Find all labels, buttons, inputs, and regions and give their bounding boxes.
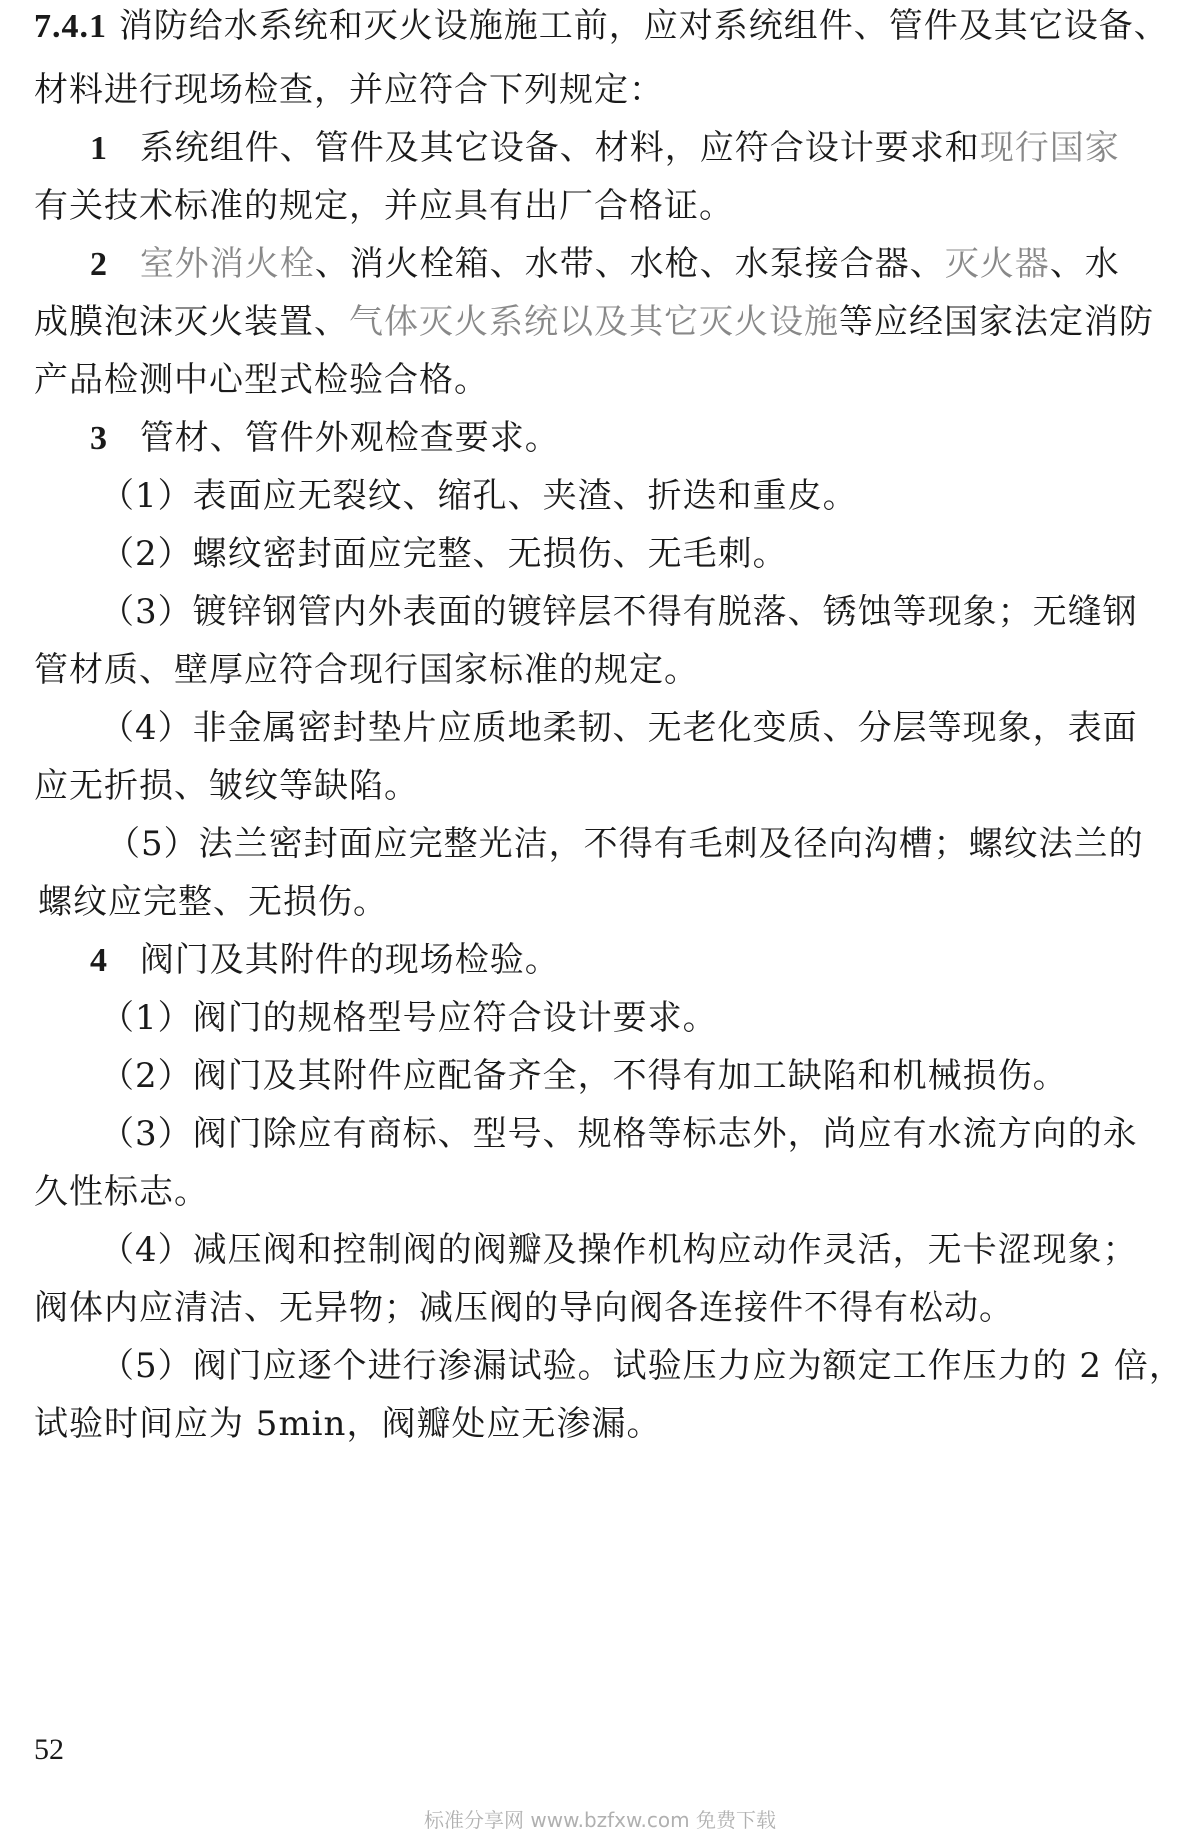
item-2-link-gas-system: 气体灭火系统以及其它灭火设施	[349, 302, 839, 342]
item-3-sub-1: （1）表面应无裂纹、缩孔、夹渣、折迭和重皮。	[100, 476, 858, 516]
item-1-number: 1	[90, 130, 108, 167]
item-4-sub-1: （1）阀门的规格型号应符合设计要求。	[100, 998, 718, 1038]
item-2-text-c: 成膜泡沫灭火装置、	[34, 302, 349, 342]
item-4-sub-4-line-2: 阀体内应清洁、无异物；减压阀的导向阀各连接件不得有松动。	[34, 1288, 1014, 1328]
item-4-sub-4-line-1: （4）减压阀和控制阀的阀瓣及操作机构应动作灵活，无卡涩现象；	[100, 1230, 1138, 1270]
item-3-sub-4-line-2: 应无折损、皱纹等缺陷。	[34, 766, 419, 806]
item-1-line-1	[90, 124, 1120, 173]
item-4-sub-3-line-1: （3）阀门除应有商标、型号、规格等标志外，尚应有水流方向的永	[100, 1114, 1138, 1154]
item-3-number: 3	[90, 420, 108, 457]
section-heading-line	[34, 2, 1169, 51]
item-2-line-1	[90, 240, 1120, 289]
item-2-line-3: 产品检测中心型式检验合格。	[34, 360, 489, 400]
item-3-sub-5-line-2: 螺纹应完整、无损伤。	[38, 882, 388, 922]
item-2-text-a: 、消火栓箱、水带、水枪、水泵接合器、	[314, 244, 945, 284]
section-number: 7.4.1	[34, 8, 107, 45]
item-3-sub-4-line-1: （4）非金属密封垫片应质地柔韧、无老化变质、分层等现象，表面	[100, 708, 1138, 748]
item-3-sub-3-line-1: （3）镀锌钢管内外表面的镀锌层不得有脱落、锈蚀等现象；无缝钢	[100, 592, 1138, 632]
item-2-text-d: 等应经国家法定消防	[839, 302, 1154, 342]
item-3-title-line	[90, 414, 560, 463]
item-3-sub-3-line-2: 管材质、壁厚应符合现行国家标准的规定。	[34, 650, 699, 690]
item-4-sub-5-line-1: （5）阀门应逐个进行渗漏试验。试验压力应为额定工作压力的 2 倍，	[100, 1346, 1184, 1386]
item-4-title: 阀门及其附件的现场检验。	[139, 940, 560, 980]
item-4-title-line	[90, 936, 560, 985]
item-2-link-extinguisher: 灭火器	[944, 244, 1050, 284]
section-intro-text: 消防给水系统和灭火设施施工前，应对系统组件、管件及其它设备、	[118, 6, 1169, 46]
item-3-sub-5-line-1: （5）法兰密封面应完整光洁，不得有毛刺及径向沟槽；螺纹法兰的	[106, 824, 1144, 864]
item-1-link-text: 现行国家	[979, 128, 1120, 168]
item-4-number: 4	[90, 942, 108, 979]
item-4-sub-3-line-2: 久性标志。	[34, 1172, 209, 1212]
item-3-sub-2: （2）螺纹密封面应完整、无损伤、无毛刺。	[100, 534, 788, 574]
item-4-sub-5-line-2: 试验时间应为 5min，阀瓣处应无渗漏。	[34, 1404, 662, 1444]
watermark-text: 标准分享网 www.bzfxw.com 免费下载	[424, 1808, 776, 1832]
item-2-text-b: 、水	[1049, 244, 1120, 284]
item-1-text: 系统组件、管件及其它设备、材料，应符合设计要求和	[139, 128, 980, 168]
item-2-line-2	[34, 298, 1154, 346]
item-2-link-outdoor-hydrant: 室外消火栓	[139, 244, 315, 284]
section-intro-line-2: 材料进行现场检查，并应符合下列规定：	[34, 70, 664, 110]
item-4-sub-2: （2）阀门及其附件应配备齐全，不得有加工缺陷和机械损伤。	[100, 1056, 1068, 1096]
item-2-number: 2	[90, 246, 108, 283]
item-1-line-2: 有关技术标准的规定，并应具有出厂合格证。	[34, 186, 734, 226]
item-3-title: 管材、管件外观检查要求。	[139, 418, 560, 458]
page-number: 52	[34, 1733, 64, 1766]
